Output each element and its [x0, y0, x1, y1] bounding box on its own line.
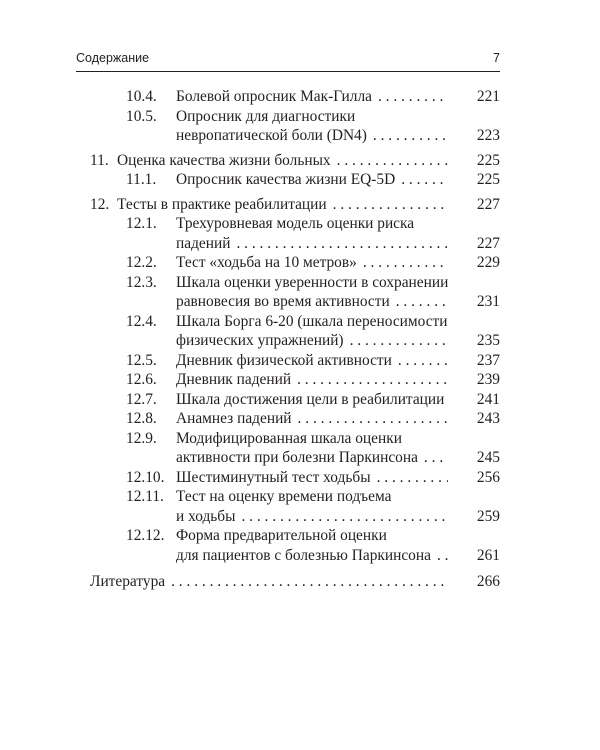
toc-entry-number: 12.6. [126, 371, 157, 388]
toc-entry-page: 227 [476, 234, 500, 252]
toc-entry-page: 223 [476, 127, 500, 144]
toc-entry-title: Тесты в практике реабилитации [117, 195, 327, 213]
toc-entry[interactable] [76, 107, 500, 146]
running-header-title: Содержание [76, 51, 150, 65]
dot-leader [350, 331, 448, 351]
toc-entry-page: 225 [476, 171, 500, 188]
header-rule [76, 71, 500, 72]
toc-entry-number: 12.12. [126, 527, 165, 544]
toc-entry[interactable] [76, 370, 500, 390]
toc-entry[interactable] [76, 429, 500, 468]
dot-leader [171, 572, 448, 592]
toc-entry-page: 237 [476, 351, 500, 369]
toc-entry-page: 261 [476, 546, 500, 564]
toc-entry-page: 231 [476, 293, 500, 310]
toc-entry[interactable] [76, 351, 500, 371]
dot-leader [401, 170, 448, 190]
toc-entry-number: 12.11. [126, 488, 164, 505]
toc-section-literature[interactable] [76, 572, 500, 592]
toc-entry[interactable] [76, 253, 500, 273]
toc-entry-title: Опросник для диагностики [176, 107, 356, 125]
toc-entry[interactable] [76, 468, 500, 488]
dot-leader [396, 292, 448, 312]
dot-leader [377, 468, 448, 488]
toc-entry-title-cont: равновесия во время активности [176, 293, 390, 310]
toc-entry-number: 12. [90, 195, 110, 213]
running-header [76, 51, 500, 65]
toc-entry-number: 12.3. [126, 273, 157, 291]
toc-entry-title: Трехуровневая модель оценки риска [176, 215, 415, 232]
toc-entry-number: 12.7. [126, 390, 157, 408]
toc-entry-title: Оценка качества жизни больных [117, 151, 331, 169]
toc-entry[interactable] [76, 409, 500, 429]
toc-entry-number: 12.8. [126, 410, 157, 427]
page-number: 7 [493, 51, 500, 65]
toc-entry-title-cont: невропатической боли (DN4) [176, 127, 367, 144]
dot-leader [241, 507, 448, 527]
toc-entry-number: 11.1. [126, 171, 157, 188]
toc-entry-title: Форма предварительной оценки [176, 527, 387, 544]
dot-leader [297, 370, 448, 390]
toc-entry-title: Шестиминутный тест ходьбы [176, 468, 371, 486]
dot-leader [298, 409, 448, 429]
toc-entry-title: Литература [90, 573, 166, 590]
toc-entry[interactable] [76, 487, 500, 526]
table-of-contents [76, 87, 500, 592]
toc-entry[interactable] [76, 170, 500, 190]
toc-entry[interactable] [76, 214, 500, 253]
dot-leader [373, 126, 448, 146]
toc-section[interactable] [76, 151, 500, 171]
toc-entry-page: 256 [476, 468, 500, 486]
toc-entry-title: Тест «ходьба на 10 метров» [176, 254, 357, 271]
toc-entry-title: Опросник качества жизни EQ-5D [176, 171, 396, 188]
toc-entry-number: 12.1. [126, 215, 157, 232]
toc-entry-number: 12.5. [126, 351, 157, 369]
toc-entry-page: 229 [476, 254, 500, 271]
toc-entry-page: 239 [476, 371, 500, 388]
toc-entry-number: 12.4. [126, 312, 157, 330]
dot-leader [437, 546, 448, 566]
dot-leader [236, 234, 448, 254]
toc-entry-title-cont: падений [176, 234, 231, 252]
toc-entry-number: 11. [90, 151, 109, 169]
dot-leader [378, 87, 448, 107]
toc-entry-number: 12.9. [126, 429, 157, 447]
toc-entry-title: Дневник падений [176, 371, 292, 388]
toc-entry-title: Анамнез падений [176, 410, 292, 427]
toc-entry-title: Модифицированная шкала оценки [176, 429, 402, 447]
toc-entry-page: 259 [476, 507, 500, 525]
toc-entry-title: Болевой опросник Мак-Гилла [176, 88, 372, 105]
toc-entry-title: Шкала оценки уверенности в сохранении [176, 273, 449, 291]
dot-leader [333, 195, 448, 215]
toc-entry[interactable] [76, 526, 500, 565]
toc-entry-page: 241 [476, 390, 500, 408]
toc-entry-title-cont: для пациентов с болезнью Паркинсона [176, 546, 431, 564]
toc-entry-title-cont: активности при болезни Паркинсона [176, 449, 418, 466]
toc-entry-number: 12.2. [126, 254, 157, 271]
toc-entry[interactable] [76, 87, 500, 107]
toc-section[interactable] [76, 195, 500, 215]
dot-leader [363, 253, 448, 273]
toc-entry-page: 243 [476, 410, 500, 427]
toc-entry-number: 10.4. [126, 88, 157, 105]
toc-entry-page: 221 [476, 88, 500, 105]
toc-entry-page: 245 [476, 449, 500, 466]
toc-entry-page: 235 [476, 332, 500, 349]
toc-entry-title: Тест на оценку времени подъема [176, 488, 392, 505]
toc-entry-page: 225 [476, 151, 500, 169]
toc-entry-number: 12.10. [126, 468, 165, 486]
dot-leader [337, 151, 448, 171]
toc-entry-title-cont: и ходьбы [176, 507, 236, 525]
toc-entry-title-cont: физических упражнений) [176, 332, 344, 349]
toc-entry-title: Шкала достижения цели в реабилитации [176, 390, 445, 408]
toc-entry[interactable] [76, 390, 500, 410]
dot-leader [398, 351, 448, 371]
dot-leader [424, 448, 448, 468]
toc-entry-title: Шкала Борга 6-20 (шкала переносимости [176, 312, 448, 330]
toc-entry-page: 227 [476, 195, 500, 213]
toc-entry-title: Дневник физической активности [176, 351, 392, 369]
toc-entry-number: 10.5. [126, 107, 157, 125]
toc-entry[interactable] [76, 312, 500, 351]
toc-entry-page: 266 [476, 573, 500, 590]
toc-entry[interactable] [76, 273, 500, 312]
